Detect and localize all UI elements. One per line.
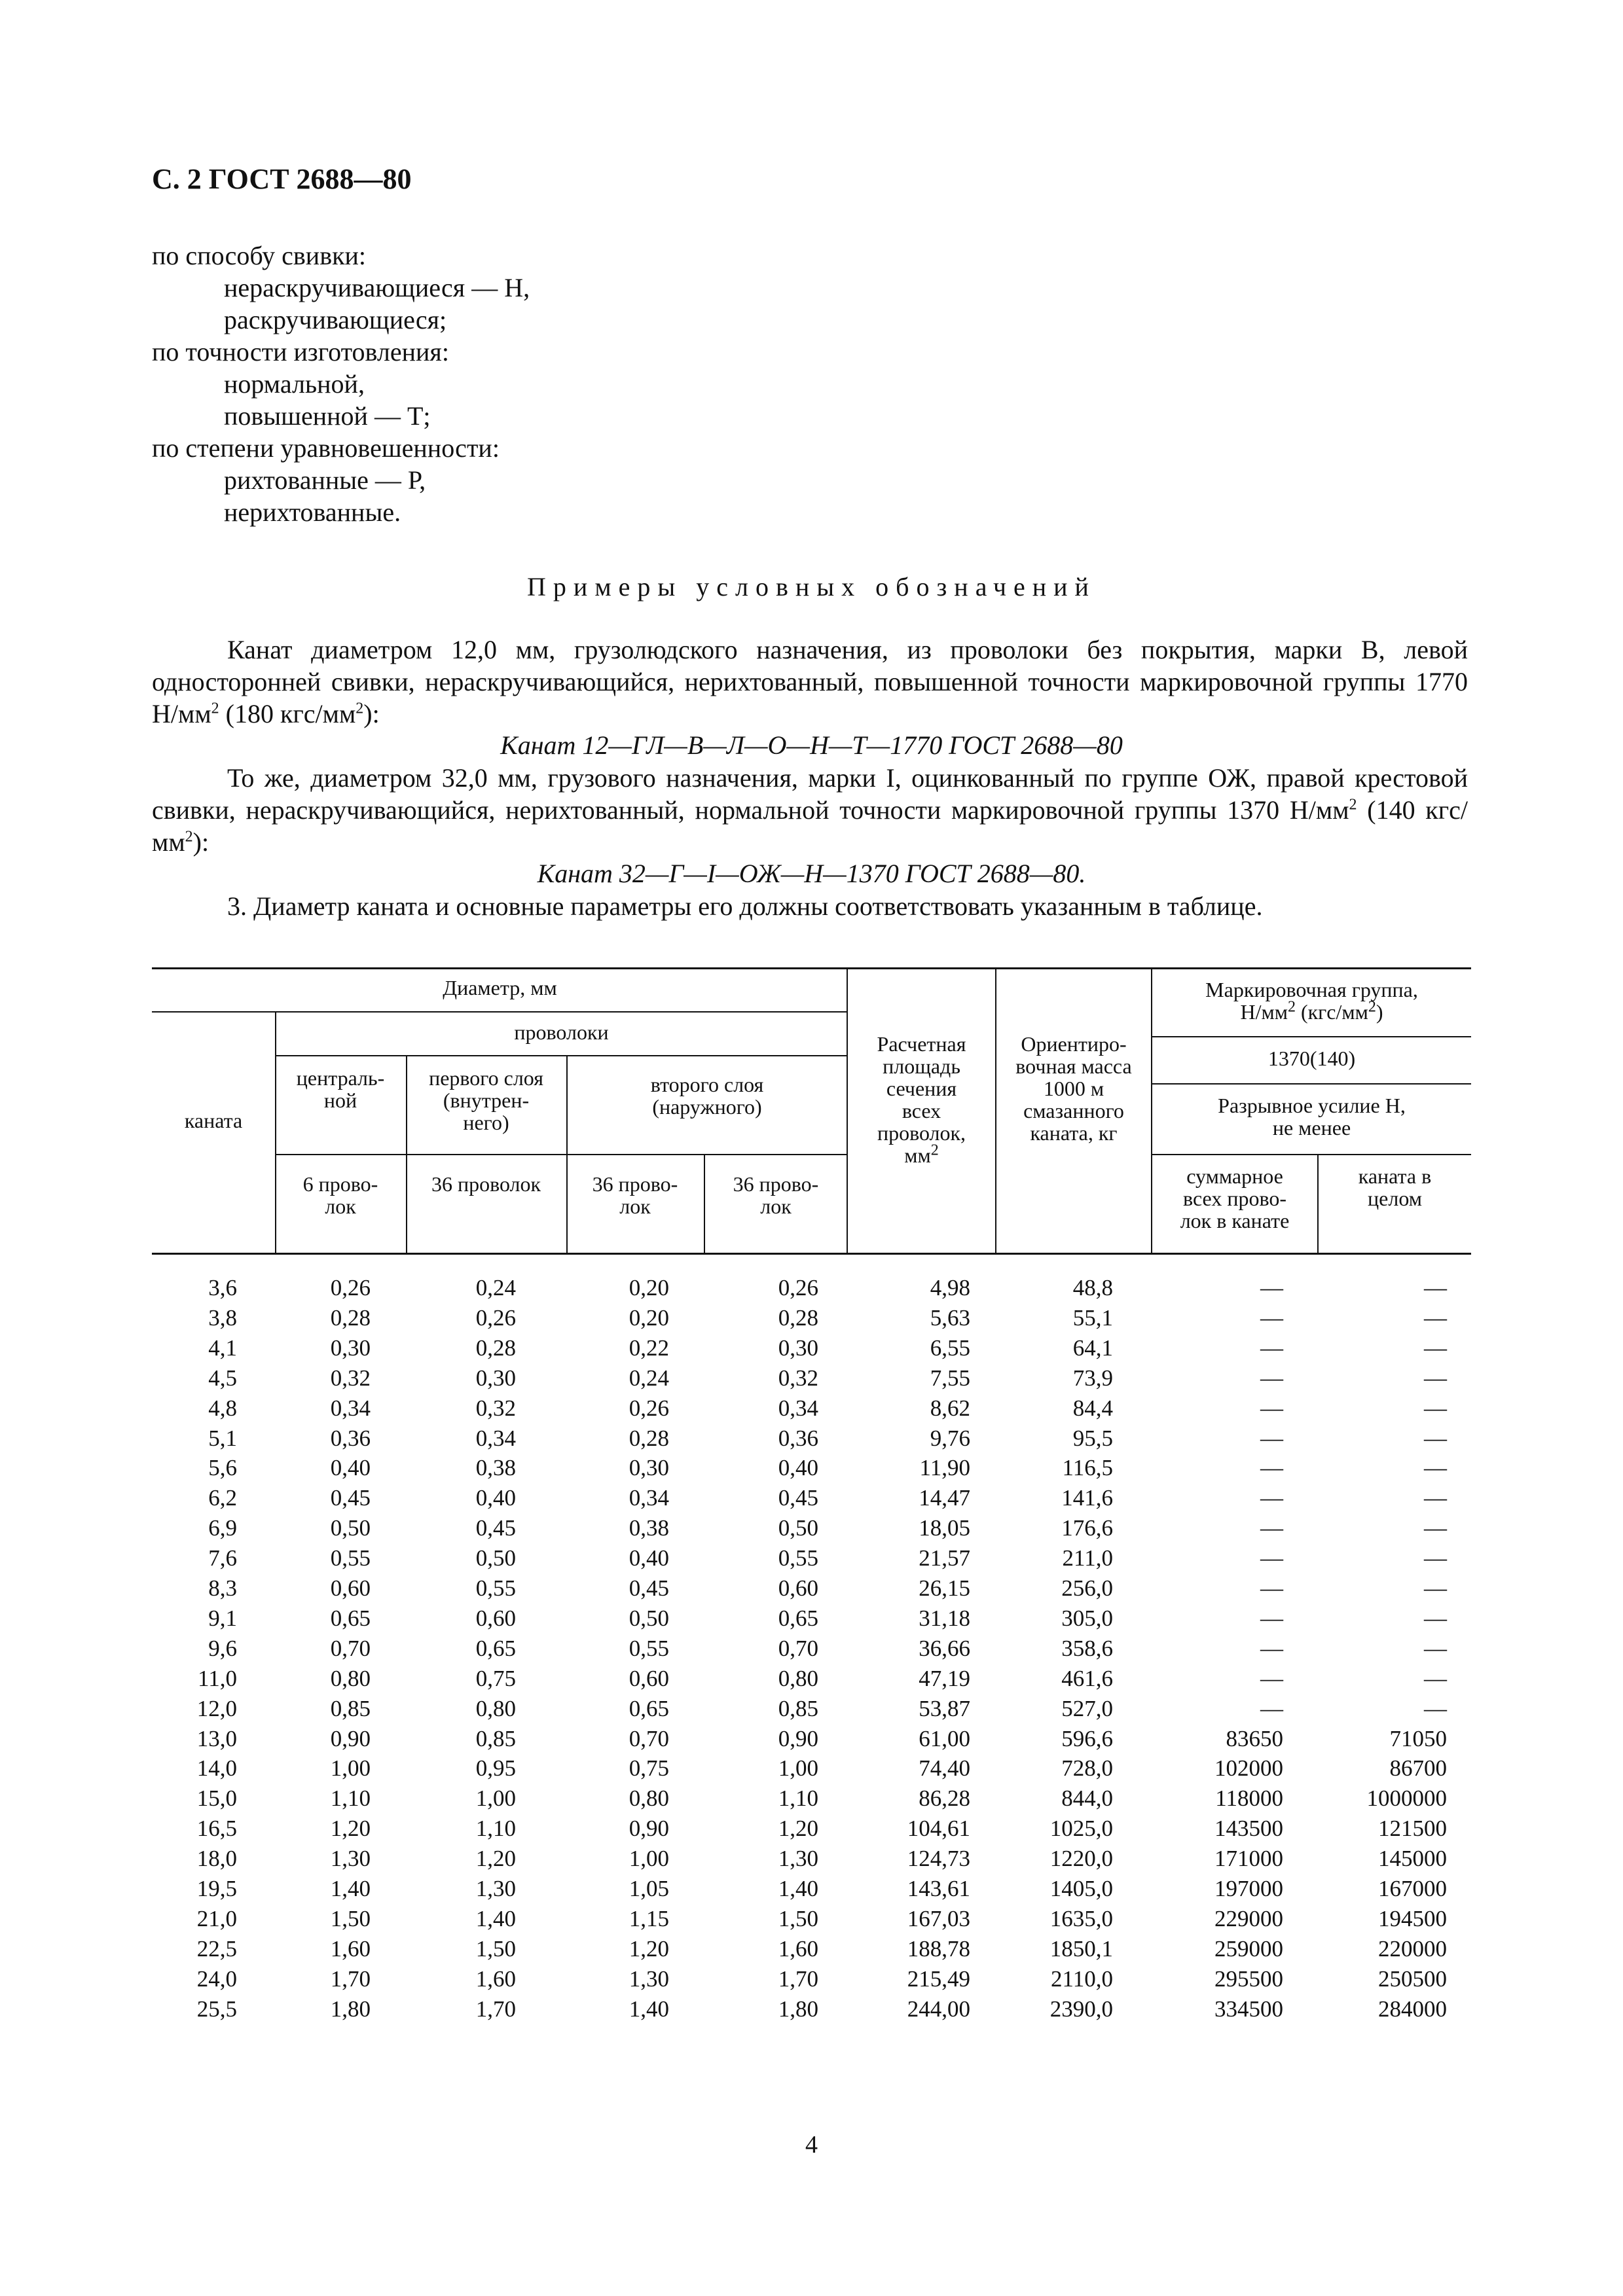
table-cell: 527,0 [1061,1695,1113,1721]
table-cell: — [1260,1335,1283,1361]
table-cell: 53,87 [919,1695,970,1721]
table-cell: 143500 [1214,1816,1283,1842]
table-cell: 358,6 [1061,1635,1113,1661]
table-cell: 0,75 [475,1665,516,1691]
table-cell: 167,03 [907,1905,970,1931]
classification-item: нерихтованные. [224,497,401,527]
classification-item: нормальной, [224,369,365,399]
table-cell: 250500 [1378,1965,1447,1992]
table-cell: 47,19 [919,1665,970,1691]
table-cell: 6,9 [208,1515,237,1541]
table-cell: 143,61 [907,1876,970,1901]
table-cell: 7,6 [208,1545,237,1571]
table-cell: 5,6 [208,1455,237,1481]
table-cell: — [1424,1425,1447,1451]
table-cell: — [1260,1455,1283,1481]
table-cell: 84,4 [1072,1395,1113,1421]
table-cell: 1,20 [629,1935,669,1962]
table-cell: 22,5 [196,1935,237,1962]
table-cell: 0,75 [629,1755,669,1782]
table-cell: 0,45 [330,1485,371,1511]
table-cell: 0,26 [629,1395,669,1421]
table-cell: 6,55 [930,1335,970,1361]
table-cell: 1405,0 [1049,1876,1113,1901]
table-cell: 0,45 [475,1515,516,1541]
table-cell: — [1260,1545,1283,1571]
table-cell: — [1260,1365,1283,1391]
table-cell: — [1260,1425,1283,1451]
table-cell: 1000000 [1366,1785,1447,1812]
th-mass: Ориентиро- вочная масса 1000 м смазанного каната, кг [1015,1032,1132,1145]
table-cell: 1,20 [778,1816,818,1842]
classification-item: нераскручивающиеся — Н, [224,273,530,302]
table-cell: 0,65 [629,1695,669,1721]
table-cell: 0,28 [475,1335,516,1361]
table-cell: 0,65 [475,1635,516,1661]
table-cell: 1,20 [330,1816,371,1842]
table-cell: 1,10 [330,1785,371,1812]
table-cell: — [1260,1665,1283,1691]
example-2-designation: Канат 32—Г—I—ОЖ—Н—1370 ГОСТ 2688—80. [537,859,1086,888]
th-second-layer: второго слоя (наружного) [650,1073,764,1119]
table-cell: 118000 [1215,1785,1283,1812]
th-6-wires: 6 прово- лок [302,1172,378,1218]
rule-1370 [1151,1083,1471,1085]
table-cell: 4,5 [208,1365,237,1391]
table-cell: — [1424,1304,1447,1331]
table-cell: — [1260,1304,1283,1331]
table-cell: — [1260,1605,1283,1631]
table-cell: 461,6 [1061,1665,1113,1691]
classification-list [152,240,530,528]
table-cell: — [1424,1575,1447,1601]
classification-item: рихтованные — Р, [224,465,426,495]
table-cell: 9,6 [208,1635,237,1661]
table-cell: 0,85 [330,1695,371,1721]
clause-3: 3. Диаметр каната и основные параметры его должны соответствовать указанным в таблице. [227,891,1263,921]
table-cell: 95,5 [1072,1425,1113,1451]
table-cell: 171000 [1214,1846,1283,1872]
table-cell: 0,34 [475,1425,516,1451]
table-cell: — [1260,1635,1283,1661]
table-cell: 211,0 [1062,1545,1113,1571]
table-cell: 0,70 [629,1725,669,1751]
table-cell: 0,80 [475,1695,516,1721]
classification-item: по точности изготовления: [152,337,449,367]
table-cell: 220000 [1378,1935,1447,1962]
table-cell: 1,30 [475,1876,516,1901]
th-central: централь- ной [296,1066,385,1112]
table-cell: 0,55 [629,1635,669,1661]
table-cell: — [1424,1605,1447,1631]
th-marking-group: Маркировочная группа, $Н/мм^2$ $(кгс/мм^2)$ [1205,978,1418,1024]
table-cell: 0,34 [629,1485,669,1511]
table-cell: 1,60 [778,1935,818,1962]
table-top-rule [152,967,1471,969]
table-cell: — [1260,1275,1283,1300]
table-cell: 9,76 [930,1425,970,1451]
table-cell: 74,40 [919,1755,970,1782]
table-cell: 11,0 [198,1665,237,1691]
table-cell: 1,30 [629,1965,669,1992]
table-cell: 1,70 [778,1965,818,1992]
page-number: 4 [805,2131,818,2159]
table-cell: 2390,0 [1049,1996,1113,2022]
table-cell: 1,40 [629,1996,669,2022]
table-cell: — [1424,1695,1447,1721]
table-cell: — [1260,1515,1283,1541]
table-cell: 0,95 [475,1755,516,1782]
table-cell: 0,60 [778,1575,818,1601]
table-cell: 1,00 [629,1846,669,1872]
table-cell: 3,8 [208,1304,237,1331]
examples-title: Примеры условных обозначений [527,572,1096,601]
table-cell: 0,24 [475,1275,516,1300]
table-cell: 121500 [1378,1816,1447,1842]
table-cell: 1,70 [475,1996,516,2022]
table-cell: 5,63 [930,1304,970,1331]
table-cell: — [1424,1545,1447,1571]
table-cell: 1,80 [330,1996,371,2022]
table-cell: 1,50 [330,1905,371,1931]
table-cell: 0,80 [330,1665,371,1691]
table-cell: 229000 [1214,1905,1283,1931]
table-cell: 0,40 [475,1485,516,1511]
table-cell: 284000 [1378,1996,1447,2022]
table-cell: 0,50 [330,1515,371,1541]
table-cell: 0,90 [330,1725,371,1751]
table-cell: 0,90 [629,1816,669,1842]
th-rope: каната [184,1109,243,1132]
table-cell: 0,32 [330,1365,371,1391]
table-cell: 0,40 [629,1545,669,1571]
table-cell: 1,00 [778,1755,818,1782]
table-cell: 0,36 [330,1425,371,1451]
table-cell: 0,24 [629,1365,669,1391]
table-cell: — [1260,1395,1283,1421]
table-cell: 1,00 [330,1755,371,1782]
table-cell: 0,28 [629,1425,669,1451]
table-cell: 0,90 [778,1725,818,1751]
table-cell: 14,47 [919,1485,970,1511]
table-cell: — [1260,1695,1283,1721]
table-cell: 83650 [1226,1725,1283,1751]
th-wires: проволоки [514,1020,609,1044]
rule-breaking [1151,1154,1471,1155]
table-cell: 61,00 [919,1725,970,1751]
table-cell: 48,8 [1072,1275,1113,1300]
table-cell: 0,60 [629,1665,669,1691]
table-cell: 12,0 [196,1695,237,1721]
table-cell: 0,30 [629,1455,669,1481]
table-cell: 176,6 [1061,1515,1113,1541]
table-cell: 19,5 [196,1876,237,1901]
table-cell: 4,1 [208,1335,237,1361]
table-cell: 7,55 [930,1365,970,1391]
table-cell: 1,00 [475,1785,516,1812]
table-cell: 1,60 [330,1935,371,1962]
classification-item: по способу свивки: [152,241,367,270]
table-cell: 0,65 [778,1605,818,1631]
table-cell: 55,1 [1072,1304,1113,1331]
table-cell: 0,32 [778,1365,818,1391]
table-cell: 0,28 [778,1304,818,1331]
table-cell: 1850,1 [1049,1935,1113,1962]
table-cell: 1,15 [629,1905,669,1931]
table-cell: 0,36 [778,1425,818,1451]
table-cell: 21,0 [196,1905,237,1931]
th-first-layer: первого слоя (внутрен- него) [429,1066,543,1134]
table-cell: — [1260,1485,1283,1511]
table-cell: 0,60 [475,1605,516,1631]
table-cell: 0,70 [330,1635,371,1661]
table-cell: — [1424,1395,1447,1421]
table-cell: 334500 [1214,1996,1283,2022]
table-cell: 71050 [1389,1725,1447,1751]
th-total-wires: суммарное всех прово- лок в канате [1180,1164,1290,1232]
table-cell: 0,80 [778,1665,818,1691]
table-cell: 0,30 [330,1335,371,1361]
table-cell: 1025,0 [1049,1816,1113,1842]
table-cell: 0,45 [778,1485,818,1511]
table-cell: 8,62 [930,1395,970,1421]
table-cell: — [1424,1665,1447,1691]
table-cell: 0,38 [475,1455,516,1481]
table-cell: 0,40 [330,1455,371,1481]
table-cell: 0,22 [629,1335,669,1361]
table-cell: 0,70 [778,1635,818,1661]
table-cell: 1,40 [475,1905,516,1931]
classification-item: по степени уравновешенности: [152,433,500,463]
th-1370: 1370(140) [1267,1047,1356,1070]
rule-wires [275,1055,848,1056]
table-cell: 0,45 [629,1575,669,1601]
table-cell: — [1260,1575,1283,1601]
table-cell: 86700 [1389,1755,1447,1782]
table-cell: 16,5 [196,1816,237,1842]
table-cell: 141,6 [1061,1485,1113,1511]
table-cell: 3,6 [208,1275,237,1300]
classification-item: раскручивающиеся; [224,305,447,334]
th-area: Расчетная площадь сечения всех проволок, $мм^2$ [877,1032,966,1167]
table-cell: 1635,0 [1049,1905,1113,1931]
table-cell: 145000 [1378,1846,1447,1872]
table-cell: 844,0 [1061,1785,1113,1812]
table-cell: — [1424,1365,1447,1391]
table-cell: 1,20 [475,1846,516,1872]
table-cell: — [1424,1485,1447,1511]
table-cell: 4,8 [208,1395,237,1421]
table-cell: 0,85 [475,1725,516,1751]
table-cell: 0,55 [475,1575,516,1601]
table-cell: 0,40 [778,1455,818,1481]
table-cell: 197000 [1214,1876,1283,1901]
table-cell: 31,18 [919,1605,970,1631]
table-cell: 0,85 [778,1695,818,1721]
table-cell: 0,38 [629,1515,669,1541]
table-cell: 5,1 [208,1425,237,1451]
th-breaking-force: Разрывное усилие Н, не менее [1218,1094,1406,1139]
table-cell: 1,80 [778,1996,818,2022]
table-cell: 13,0 [196,1725,237,1751]
table-cell: 18,0 [196,1846,237,1872]
table-cell: 64,1 [1072,1335,1113,1361]
table-cell: 728,0 [1061,1755,1113,1782]
table-cell: — [1424,1455,1447,1481]
table-cell: 0,65 [330,1605,371,1631]
table-cell: 0,26 [778,1275,818,1300]
table-cell: 21,57 [919,1545,970,1571]
table-cell: — [1424,1335,1447,1361]
table-cell: 0,34 [330,1395,371,1421]
table-cell: 1,40 [330,1876,371,1901]
example-1-designation: Канат 12—ГЛ—В—Л—О—Н—Т—1770 ГОСТ 2688—80 [500,730,1123,760]
table-cell: 24,0 [196,1965,237,1992]
table-cell: 11,90 [919,1455,970,1481]
table-cell: 0,32 [475,1395,516,1421]
table-cell: 104,61 [907,1816,970,1842]
table-cell: 0,28 [330,1304,371,1331]
table-cell: 0,30 [475,1365,516,1391]
table-cell: — [1424,1275,1447,1300]
example-1-paragraph: Канат диаметром 12,0 мм, грузолюдского назначения, из проволоки без покрытия, марки В, левой односторонней свивки, нераскручивающийся, нерихтованный, повышенной точности маркировочной группы 1770 $Н/мм^2$ (180 кгс/$мм^2$): [152,635,1468,728]
table-cell: — [1424,1635,1447,1661]
table-cell: 259000 [1214,1935,1283,1962]
table-cell: 1,70 [330,1965,371,1992]
table-cell: 26,15 [919,1575,970,1601]
table-cell: 1,10 [778,1785,818,1812]
table-cell: 0,26 [475,1304,516,1331]
table-cell: 188,78 [907,1935,970,1962]
table-cell: 1,50 [475,1935,516,1962]
table-cell: 0,55 [778,1545,818,1571]
table-cell: 124,73 [907,1846,970,1872]
table-cell: 73,9 [1072,1365,1113,1391]
rule-diameter [152,1011,848,1013]
th-36-wires-c: 36 прово- лок [733,1172,819,1218]
table-cell: 1,30 [778,1846,818,1872]
table-cell: 1,40 [778,1876,818,1901]
table-cell: 295500 [1214,1965,1283,1992]
table-cell: 116,5 [1062,1455,1113,1481]
rule-wire-layers [275,1154,848,1155]
table-cell: 0,20 [629,1304,669,1331]
table-cell: 4,98 [930,1275,970,1300]
table-cell: 1,10 [475,1816,516,1842]
th-whole-rope: каната в целом [1358,1164,1432,1210]
th-36-wires-b: 36 прово- лок [592,1172,678,1218]
table-cell: 1,30 [330,1846,371,1872]
table-cell: 244,00 [907,1996,970,2022]
table-cell: 86,28 [919,1785,970,1812]
table-cell: 0,50 [629,1605,669,1631]
table-cell: 9,1 [208,1605,237,1631]
table-cell: 8,3 [208,1575,237,1601]
table-cell: 167000 [1378,1876,1447,1901]
page-header: С. 2 ГОСТ 2688—80 [152,163,412,195]
table-cell: 2110,0 [1051,1965,1113,1992]
table-cell: 0,50 [475,1545,516,1571]
table-cell: 0,30 [778,1335,818,1361]
table-cell: 0,60 [330,1575,371,1601]
table-cell: 0,50 [778,1515,818,1541]
table-cell: 1,05 [629,1876,669,1901]
example-2-paragraph: То же, диаметром 32,0 мм, грузового назначения, марки I, оцинкованный по группе ОЖ, правой крестовой свивки, нераскручивающийся, нерихтованный, нормальной точности маркировочной группы 1370 $Н/мм^2$ (140 кгс/$мм^2$): [152,763,1468,857]
table-cell: 36,66 [919,1635,970,1661]
table-cell: 0,80 [629,1785,669,1812]
table-cell: 305,0 [1061,1605,1113,1631]
table-cell: 194500 [1378,1905,1447,1931]
rule-mark [1151,1036,1471,1037]
table-cell: 14,0 [196,1755,237,1782]
table-cell: 256,0 [1061,1575,1113,1601]
table-cell: 0,26 [330,1275,371,1300]
table-cell: 596,6 [1061,1725,1113,1751]
table-cell: 6,2 [208,1485,237,1511]
table-cell: 25,5 [196,1996,237,2022]
table-cell: 0,20 [629,1275,669,1300]
table-cell: 0,34 [778,1395,818,1421]
table-cell: 0,55 [330,1545,371,1571]
th-36-wires-a: 36 проволок [431,1172,541,1196]
table-header-bottom-rule [152,1253,1471,1255]
classification-item: повышенной — Т; [224,401,431,431]
table-cell: 215,49 [907,1965,970,1992]
table-cell: 15,0 [196,1785,237,1812]
table-cell: 1,50 [778,1905,818,1931]
th-diameter: Диаметр, мм [443,976,557,999]
table-cell: 1,60 [475,1965,516,1992]
table-cell: — [1424,1515,1447,1541]
table-cell: 18,05 [919,1515,970,1541]
table-cell: 102000 [1214,1755,1283,1782]
table-cell: 1220,0 [1049,1846,1113,1872]
